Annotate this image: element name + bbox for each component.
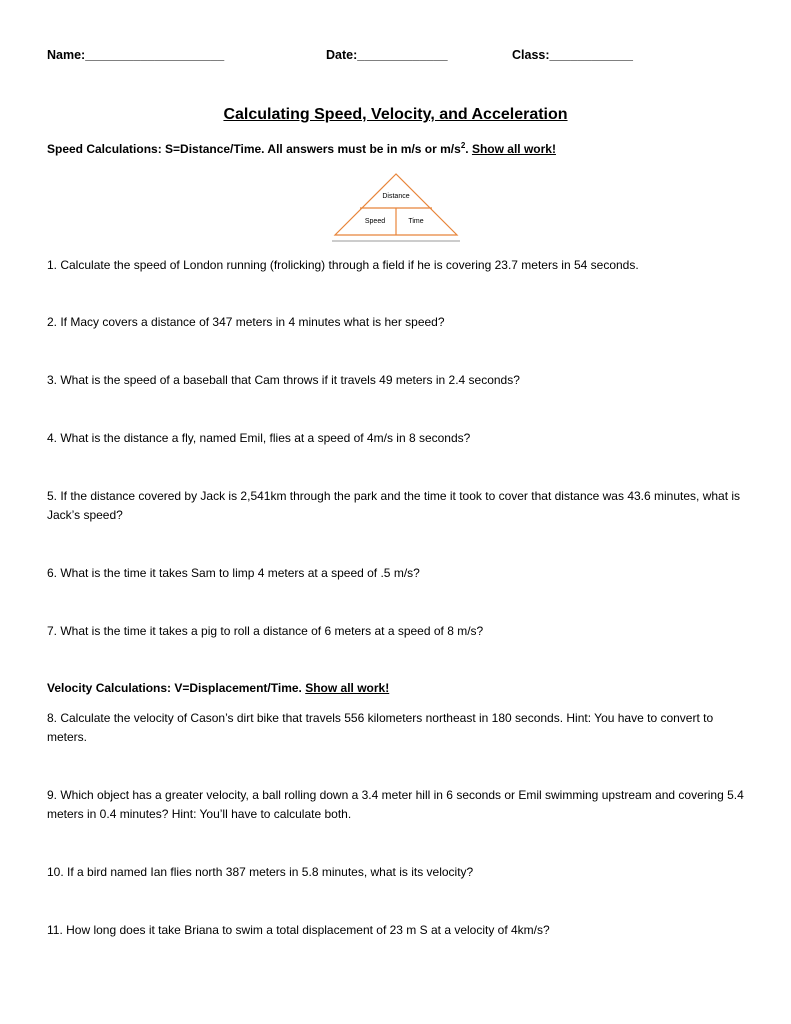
- question-7: 7. What is the time it takes a pig to roll a distance of 6 meters at a speed of 8 m/s?: [47, 624, 484, 638]
- question-8: 8. Calculate the velocity of Cason’s dirt bike that travels 556 kilometers northeast in 180 seconds. Hint: You have to convert to meters.: [47, 711, 714, 744]
- triangle-label-distance: Distance: [382, 193, 410, 200]
- speed-section-heading: [47, 141, 556, 156]
- speed-section-superscript: 2: [460, 141, 466, 150]
- question-4: 4. What is the distance a fly, named Emil, flies at a speed of 4m/s in 8 seconds?: [47, 431, 471, 445]
- speed-section-label: Speed Calculations: S=Distance/Time. All answers must be in m/s or m/s: [47, 142, 461, 156]
- class-field-label: Class:____________: [512, 48, 633, 62]
- question-5: 5. If the distance covered by Jack is 2,541km through the park and the time it took to cover that distance was 43.6 minutes, what is Jack’s speed?: [47, 489, 741, 522]
- page-title: Calculating Speed, Velocity, and Acceleration: [223, 106, 568, 123]
- date-field-label: Date:_____________: [326, 48, 448, 62]
- triangle-label-speed: Speed: [364, 218, 386, 225]
- question-9: 9. Which object has a greater velocity, a ball rolling down a 3.4 meter hill in 6 seconds or Emil swimming upstream and covering 5.4 meters in 0.4 minutes? Hint: You’ll have to calculate both.: [47, 788, 744, 821]
- triangle-label-time: Time: [408, 218, 424, 225]
- speed-section-period: .: [465, 142, 469, 156]
- velocity-section-label: Velocity Calculations: V=Displacement/Time.: [47, 681, 302, 695]
- question-3: 3. What is the speed of a baseball that Cam throws if it travels 49 meters in 2.4 seconds?: [47, 373, 520, 387]
- question-1: 1. Calculate the speed of London running (frolicking) through a field if he is covering 23.7 meters in 54 seconds.: [47, 258, 639, 272]
- name-field-label: Name:____________________: [47, 48, 225, 62]
- speed-triangle-diagram: [330, 172, 462, 244]
- question-11: 11. How long does it take Briana to swim a total displacement of 23 m S at a velocity of 4km/s?: [47, 923, 550, 937]
- velocity-section-emphasis: Show all work!: [305, 681, 390, 695]
- question-2: 2. If Macy covers a distance of 347 meters in 4 minutes what is her speed?: [47, 315, 445, 329]
- velocity-section-heading: [47, 681, 389, 695]
- speed-section-emphasis: Show all work!: [471, 142, 556, 156]
- question-10: 10. If a bird named Ian flies north 387 meters in 5.8 minutes, what is its velocity?: [47, 865, 474, 879]
- question-6: 6. What is the time it takes Sam to limp 4 meters at a speed of .5 m/s?: [47, 566, 420, 580]
